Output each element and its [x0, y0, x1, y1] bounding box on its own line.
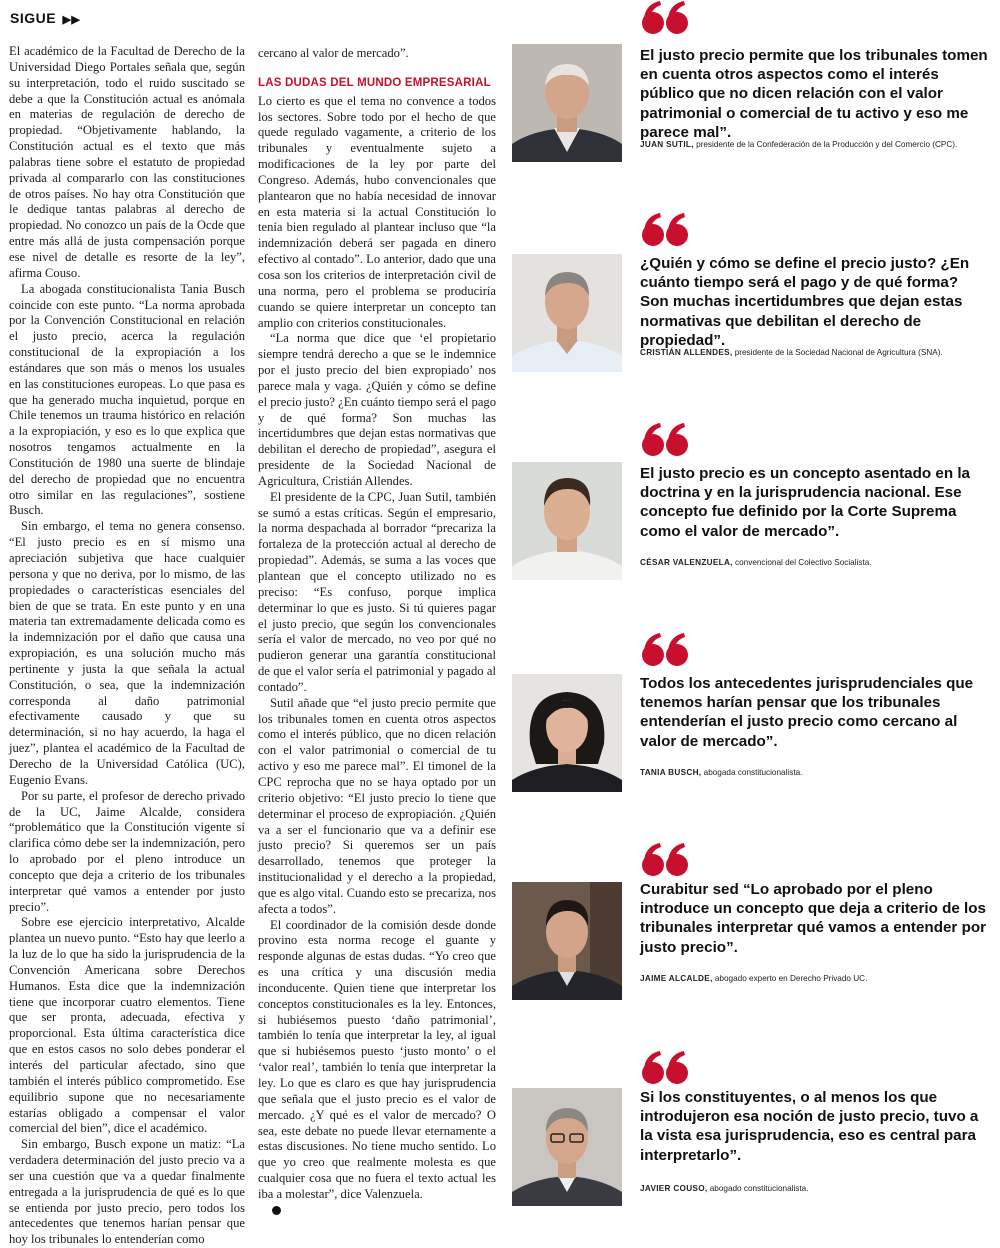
portrait-photo — [512, 882, 622, 1000]
end-paragraph — [258, 1203, 496, 1219]
quote-author: CRISTIÁN ALLENDES, — [640, 348, 733, 357]
quote-author-role: abogada constitucionalista. — [701, 768, 803, 777]
quote-author: JAVIER COUSO, — [640, 1184, 708, 1193]
quote-attribution — [640, 348, 990, 357]
quote-author-role: convencional del Colectivo Socialista. — [732, 558, 872, 567]
quotation-mark-icon — [640, 212, 690, 248]
portrait-photo — [512, 462, 622, 580]
paragraph: Por su parte, el profesor de derecho privado de la UC, Jaime Alcalde, considera “problemático que la Constitución vigente sí clarifica cómo debe ser la indemnización, pero lo aprobado por el pleno introduce un concepto que deja a criterio de los tribunales interpretar qué vamos a entender por justo precio”. — [9, 788, 245, 914]
double-arrow-icon: ▶▶ — [62, 14, 81, 26]
quote-text: Si los constituyentes, o al menos los que introdujeron esa noción de justo precio, tuvo a la vista esa jurisprudencia, eso es central para interpretarlo”. — [640, 1089, 979, 1164]
paragraph: Sin embargo, el tema no genera consenso. “El justo precio es en sí mismo una apreciación subjetiva que hace cualquier persona y que no deriva, por lo mismo, de las propiedades o características esenciales del bien de que se trata. En este punto y en una materia tan extremadamente delicada como es la indemnización por el daño que causa una expropiación, es una solución mucho más pertinente y justa la que señala la actual Constitución, o sea, que la indemnización corresponda al daño patrimonial efectivamente causado y que su determinación, si no hay acuerdo, la haga el juez”, plantea el académico de la Facultad de Derecho de la Universidad Católica (UC), Eugenio Evans. — [9, 519, 245, 787]
paragraph: Sutil añade que “el justo precio permite que los tribunales tomen en cuenta otros aspectos como el interés público, que no dicen relación con el valor patrimonial o comercial de tu activo y eso me parece mal”. El timonel de la CPC reprocha que no se haya optado por un criterio objetivo: “El justo precio lo tiene que determinar el proceso de expropiación. ¿Quién va a ser el funcionario que va a definir ese justo precio? Si queremos ser un país desarrollado, tenemos que proteger la institucionalidad y el derecho a la propiedad, que es algo vital. Cuando esto se precariza, nos afecta a todos”. — [258, 695, 496, 916]
quote-text: ¿Quién y cómo se define el precio justo? ¿En cuánto tiempo será el pago y de qué forma? Son muchas incertidumbres que dejan estas normativas que debilitan el derecho de propiedad”. — [640, 255, 970, 349]
quote-author: JUAN SUTIL, — [640, 140, 694, 149]
paragraph: Sobre ese ejercicio interpretativo, Alcalde plantea un nuevo punto. “Esto hay que leerlo a la luz de lo que ha sido la jurisprudencia de la Convención Americana sobre Derechos Humanos. Esta dice que la indemnización tiene que incorporar cuatro elementos. Tiene que ser pronta, adecuada, efectiva y proporcional. Esta última característica dice que en estos casos no solo debes ponderar el interés del particular afectado, sino que también el interés público comprometido. Ese equilibrio supone que no necesariamente estarías obligado a compensar el valor comercial del bien”, dice el académico. — [9, 915, 245, 1136]
quote-text: El justo precio permite que los tribunales tomen en cuenta otros aspectos como el interés público que no dicen relación con el valor patrimonial o comercial de tu activo y eso me parece mal”. — [640, 47, 988, 141]
quote-attribution — [640, 1184, 990, 1193]
article-column-2 — [258, 46, 496, 1219]
quote-author: TANIA BUSCH, — [640, 768, 702, 777]
quotation-mark-icon — [640, 0, 690, 36]
quote-text: Todos los antecedentes jurisprudenciales que tenemos harían pensar que los tribunales entenderían el justo precio como cercano al valor de mercado”. — [640, 675, 974, 750]
quote-attribution — [640, 140, 990, 149]
paragraph: cercano al valor de mercado”. — [258, 46, 409, 60]
paragraph: El académico de la Facultad de Derecho de la Universidad Diego Portales señala que, según su interpretación, todo el ruido suscitado se debe a que la Constitución actual es anómala en materias de regulación de derecho de propiedad. “Objetivamente hablando, la Constitución actual es el texto que más palabras tiene sobre el estatuto de propiedad privada al compararlo con las constituciones de otros países. No hay otra Constitución que le dedique tantas palabras al derecho de propiedad. No conozco un país de la Ocde que entre más allá de justa compensación porque ese nivel de detalle es resorte de la ley”, afirma Couso. — [9, 44, 245, 280]
section-header — [10, 10, 80, 26]
quote-text: El justo precio es un concepto asentado en la doctrina y en la jurisprudencia nacional. Ese concepto fue definido por la Corte Suprema como el valor de mercado”. — [640, 465, 970, 540]
portrait-photo — [512, 254, 622, 372]
quotation-mark-icon — [640, 1050, 690, 1086]
paragraph: La abogada constitucionalista Tania Busch coincide con este punto. “La norma aprobada por la Convención Constitucional en relación el justo precio, acerca la regulación constitucional de la expropiación a los estándares que son más o menos los usuales en las constituciones europeas. Lo que pasa es que ha generado mucha inquietud, porque en Chile tenemos un trauma histórico en relación a la expropiación, y eso es lo que explica que nosotros tengamos actualmente en la Constitución de 1980 una suerte de blindaje del derecho de propiedad que no encuentra otro similar en las regulaciones”, sostiene Busch. — [9, 281, 245, 518]
section-subhead: LAS DUDAS DEL MUNDO EMPRESARIAL — [258, 76, 491, 89]
paragraph: “La norma que dice que ‘el propietario siempre tendrá derecho a que se le indemnice por el justo precio del bien expropiado’ nos parece mala y vaga. ¿Quién y cómo se define el precio justo? ¿En cuánto tiempo será el pago y de qué forma? Son muchas las incertidumbres que dejan estas normativas que debilitan el derecho de propiedad”, asegura el presidente de la Sociedad Nacional de Agricultura, Cristián Allendes. — [258, 331, 496, 488]
quote-attribution — [640, 768, 990, 777]
quote-author-role: abogado experto en Derecho Privado UC. — [712, 974, 868, 983]
portrait-photo — [512, 44, 622, 162]
paragraph: El presidente de la CPC, Juan Sutil, también se sumó a estas críticas. Según el empresario, la norma despachada al borrador “precariza la fortaleza de la protección actual al derecho de propiedad”. Además, se suma a las voces que plantean que el concepto utilizado no es preciso: “Es confuso, porque implica determinar lo que es justo. Si tú quieres pagar el justo precio, que según los convencionales sería el valor de mercado, no veo por qué no pudieron generar una garantía constitucional de que el valor sería el patrimonial y pagado al contado”. — [258, 489, 496, 694]
section-header-label: SIGUE — [10, 10, 57, 26]
quotation-mark-icon — [640, 632, 690, 668]
quote-author: CÉSAR VALENZUELA, — [640, 558, 733, 567]
quote-text: Curabitur sed “Lo aprobado por el pleno introduce un concepto que deja a criterio de los tribunales interpretar qué vamos a entender por justo precio”. — [640, 881, 987, 956]
quote-attribution — [640, 558, 990, 567]
end-mark-icon — [272, 1206, 281, 1215]
portrait-photo — [512, 1088, 622, 1206]
quote-attribution — [640, 974, 990, 983]
quote-author-role: presidente de la Confederación de la Producción y del Comercio (CPC). — [693, 140, 958, 149]
quote-author-role: presidente de la Sociedad Nacional de Agricultura (SNA). — [732, 348, 943, 357]
quotation-mark-icon — [640, 422, 690, 458]
quote-author-role: abogado constitucionalista. — [707, 1184, 809, 1193]
portrait-photo — [512, 674, 622, 792]
paragraph: El coordinador de la comisión desde donde provino esta norma recoge el guante y responde algunas de estas dudas. “Yo creo que es una crítica y una discusión media inconducente. Quien tiene que interpretar los conceptos constitucionales es la ley. Entonces, si hubiésemos puesto ‘daño patrimonial’, también lo tenía que interpretar la ley, al igual que si hubiésemos puesto ‘justo monto’ o el ‘valor real’, también lo tenía que interpretar la ley. Lo que es claro es que hay jurisprudencia que señala que el justo precio es el valor de mercado. ¿Y qué es el valor de mercado? O sea, este debate no puede llevar eternamente a estas discusiones. No tiene mucho sentido. Lo que yo creo que realmente molesta es que cualquier cosa que no fuera el texto actual les iba a molestar”, dice Valenzuela. — [258, 917, 496, 1201]
quotation-mark-icon — [640, 842, 690, 878]
quote-author: JAIME ALCALDE, — [640, 974, 713, 983]
paragraph: Lo cierto es que el tema no convence a todos los sectores. Sobre todo por el hecho de que quede regulado vagamente, a criterio de los tribunales y eventualmente sujeto a modificaciones de la ley por parte del Congreso. Además, hubo convencionales que plantearon que no había necesidad de innovar en esta materia si la actual Constitución lo tenía bien regulado al plantear incluso que “la indemnización deberá ser pagada en dinero efectivo al contado”. Lo anterior, dado que una cosa son los criterios de interpretación civil de una norma, pero el problema se produciría cuando se quiere interpretar un concepto tan amplio con criterios constitucionales. — [258, 93, 496, 330]
paragraph: Sin embargo, Busch expone un matiz: “La verdadera determinación del justo precio va a ser una cuestión que va a quedar finalmente entregada a la jurisprudencia de qué es lo que se entienda por justo precio, pero todos los antecedentes que tenemos harían pensar que hoy los tribunales lo entenderían como — [9, 1137, 245, 1247]
article-column-1 — [9, 44, 245, 1248]
